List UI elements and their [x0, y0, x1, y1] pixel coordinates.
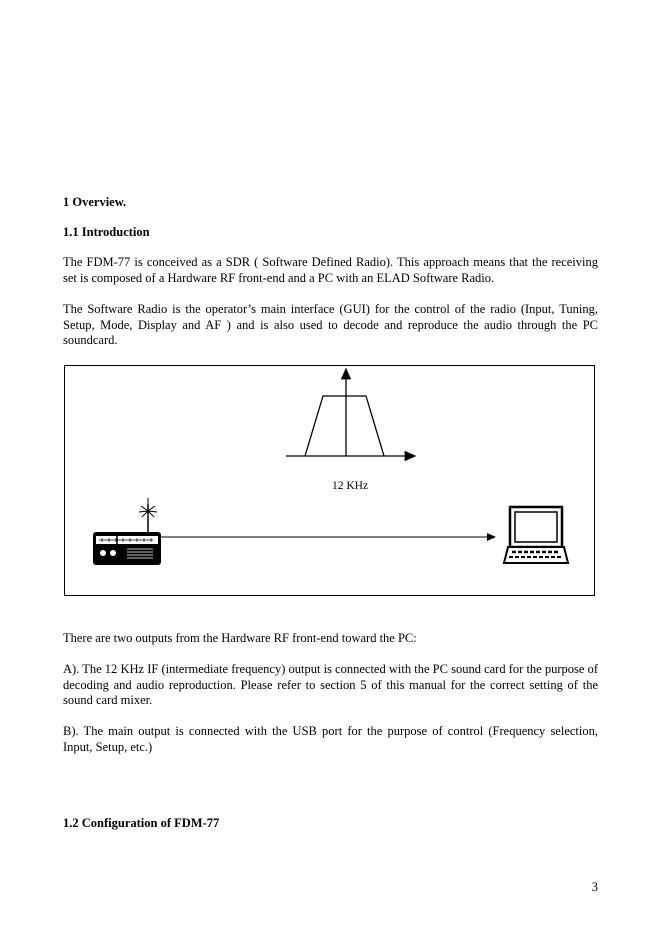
laptop-computer-icon: [504, 507, 568, 563]
configuration-heading: 1.2 Configuration of FDM-77: [63, 816, 220, 830]
introduction-heading: 1.1 Introduction: [63, 225, 150, 239]
output-a-paragraph: A). The 12 KHz IF (intermediate frequency) output is connected with the PC sound card for the purpose of decoding and audio reproduction. Please refer to section 5 of this manual for the correct setting of the sound card mixer.: [63, 662, 598, 707]
passband-trapezoid: [305, 396, 384, 456]
bandwidth-label: 12 KHz: [331, 480, 369, 492]
page-number: 3: [591, 880, 598, 894]
outputs-intro: There are two outputs from the Hardware RF front-end toward the PC:: [63, 631, 417, 645]
intro-paragraph-2: The Software Radio is the operator’s main interface (GUI) for the control of the radio (Input, Tuning, Setup, Mode, Display and AF ) and is also used to decode and reproduce the audio through the PC soundcard.: [63, 302, 598, 347]
intro-paragraph-1: The FDM-77 is conceived as a SDR ( Software Defined Radio). This approach means that the receiving set is composed of a Hardware RF front-end and a PC with an ELAD Software Radio.: [63, 255, 598, 285]
output-b-paragraph: B). The main output is connected with the USB port for the purpose of control (Frequency selection, Input, Setup, etc.): [63, 724, 598, 754]
radio-receiver-icon: [93, 498, 161, 565]
overview-heading: 1 Overview.: [63, 195, 127, 209]
sdr-block-diagram: [64, 365, 595, 596]
